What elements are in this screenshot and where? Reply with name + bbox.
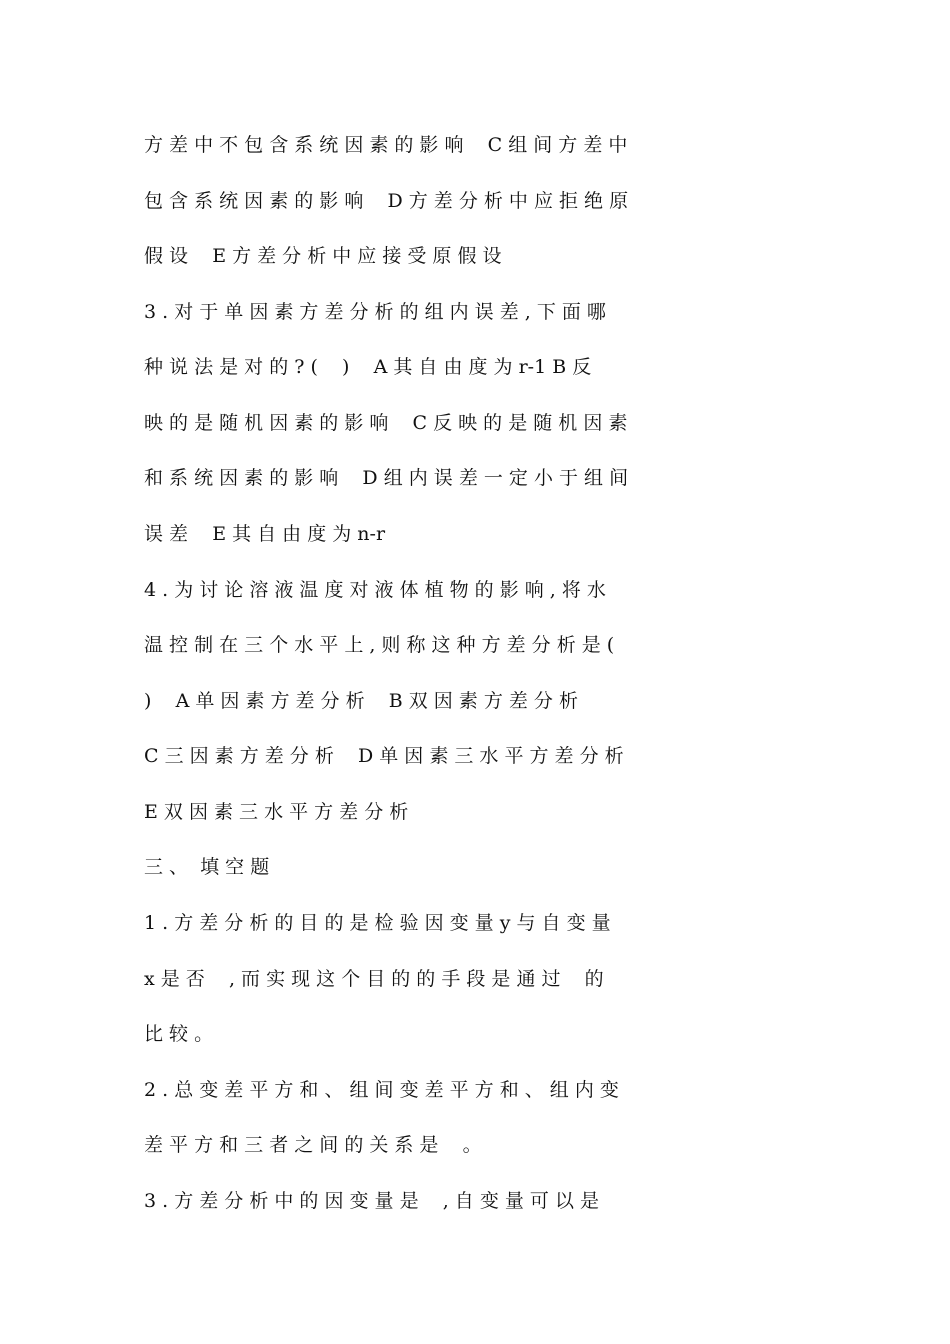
text-line: 方 差 中 不 包 含 系 统 因 素 的 影 响 C 组 间 方 差 中	[144, 134, 628, 156]
text-line: 映 的 是 随 机 因 素 的 影 响 C 反 映 的 是 随 机 因 素	[144, 412, 628, 434]
text-line: 包 含 系 统 因 素 的 影 响 D 方 差 分 析 中 应 拒 绝 原	[144, 190, 629, 212]
text-line: 种 说 法 是 对 的 ? ( ) A 其 自 由 度 为 r-1 B 反	[144, 356, 592, 378]
text-line: x 是 否 , 而 实 现 这 个 目 的 的 手 段 是 通 过 的	[144, 968, 604, 990]
text-line: 差 平 方 和 三 者 之 间 的 关 系 是 。	[144, 1134, 482, 1156]
text-line: 假 设 E 方 差 分 析 中 应 接 受 原 假 设	[144, 245, 502, 267]
text-line: 误 差 E 其 自 由 度 为 n-r	[144, 523, 386, 545]
fill-in-question-2-line: 2 . 总 变 差 平 方 和 、 组 间 变 差 平 方 和 、 组 内 变	[144, 1079, 619, 1101]
question-3-line: 3 . 对 于 单 因 素 方 差 分 析 的 组 内 误 差 , 下 面 哪	[144, 301, 606, 323]
fill-in-question-1-line: 1 . 方 差 分 析 的 目 的 是 检 验 因 变 量 y 与 自 变 量	[144, 912, 611, 934]
text-line: E 双 因 素 三 水 平 方 差 分 析	[144, 801, 409, 823]
section-heading: 三 、 填 空 题	[144, 856, 270, 878]
fill-in-question-3-line: 3 . 方 差 分 析 中 的 因 变 量 是 , 自 变 量 可 以 是	[144, 1190, 599, 1212]
text-line: 和 系 统 因 素 的 影 响 D 组 内 误 差 一 定 小 于 组 间	[144, 467, 629, 489]
text-line: ) A 单 因 素 方 差 分 析 B 双 因 素 方 差 分 析	[144, 690, 578, 712]
text-line: C 三 因 素 方 差 分 析 D 单 因 素 三 水 平 方 差 分 析	[144, 745, 624, 767]
text-line: 比 较 。	[144, 1023, 214, 1045]
question-4-line: 4 . 为 讨 论 溶 液 温 度 对 液 体 植 物 的 影 响 , 将 水	[144, 579, 606, 601]
text-line: 温 控 制 在 三 个 水 平 上 , 则 称 这 种 方 差 分 析 是 (	[144, 634, 615, 656]
